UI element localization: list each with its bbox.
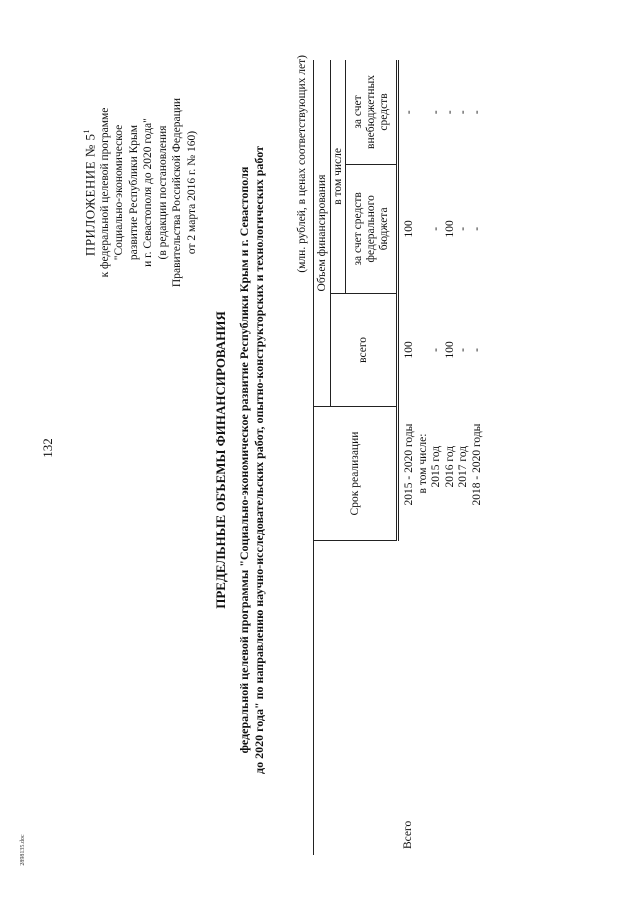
annex-line: и г. Севастополя до 2020 года" — [142, 118, 155, 267]
subtitle-line-1: федеральной целевой программы "Социально-экономическое развитие Республики Крым и г. Севастополя — [236, 166, 251, 754]
total-header: всего — [331, 293, 398, 406]
financing-table — [313, 60, 488, 855]
volume-header: Объем финансирования — [314, 60, 331, 407]
main-title: ПРЕДЕЛЬНЫЕ ОБЪЕМЫ ФИНАНСИРОВАНИЯ — [213, 311, 228, 609]
federal-values-cell: 100 - 100 - - — [403, 220, 483, 238]
annex-line: от 2 марта 2016 г. № 160) — [185, 130, 198, 255]
extrabudgetary-values-cell: - - - - - — [403, 110, 483, 115]
document-titles — [213, 60, 268, 860]
annex-line: "Социально-экономическое — [113, 124, 126, 261]
annex-block — [80, 85, 199, 300]
annex-line: (в редакции постановления — [156, 125, 169, 260]
blank-header-cell — [314, 540, 398, 855]
extrabudgetary-header: за счет внебюджетных средств — [346, 60, 398, 164]
total-values-cell: 100 - 100 - - — [403, 341, 483, 359]
annex-line: развитие Республики Крым — [127, 124, 140, 261]
period-cell: 2015 - 2020 годы в том числе: 2015 год 2016 год 2017 год 2018 - 2020 годы — [403, 423, 483, 506]
rotated-page-content — [70, 55, 500, 860]
page-number: 132 — [40, 438, 55, 458]
annex-heading: ПРИЛОЖЕНИЕ № $5^1$ — [82, 128, 98, 257]
including-header: в том числе — [331, 60, 346, 293]
subtitle-line-2: до 2020 года" по направлению научно-исследовательских работ, опытно-конструкторских и технологических работ — [252, 146, 266, 774]
annex-line: Правительства Российской Федерации — [171, 97, 184, 288]
annex-line: к федеральной целевой программе — [98, 107, 111, 278]
units-note: (млн. рублей, в ценах соответствующих лет) — [296, 55, 308, 273]
period-header: Срок реализации — [314, 407, 398, 541]
document-file-code: 2898135.doc — [20, 834, 26, 866]
federal-budget-header: за счет средств федерального бюджета — [346, 164, 398, 293]
row-label: Всего — [401, 820, 414, 849]
table-row — [398, 60, 488, 855]
